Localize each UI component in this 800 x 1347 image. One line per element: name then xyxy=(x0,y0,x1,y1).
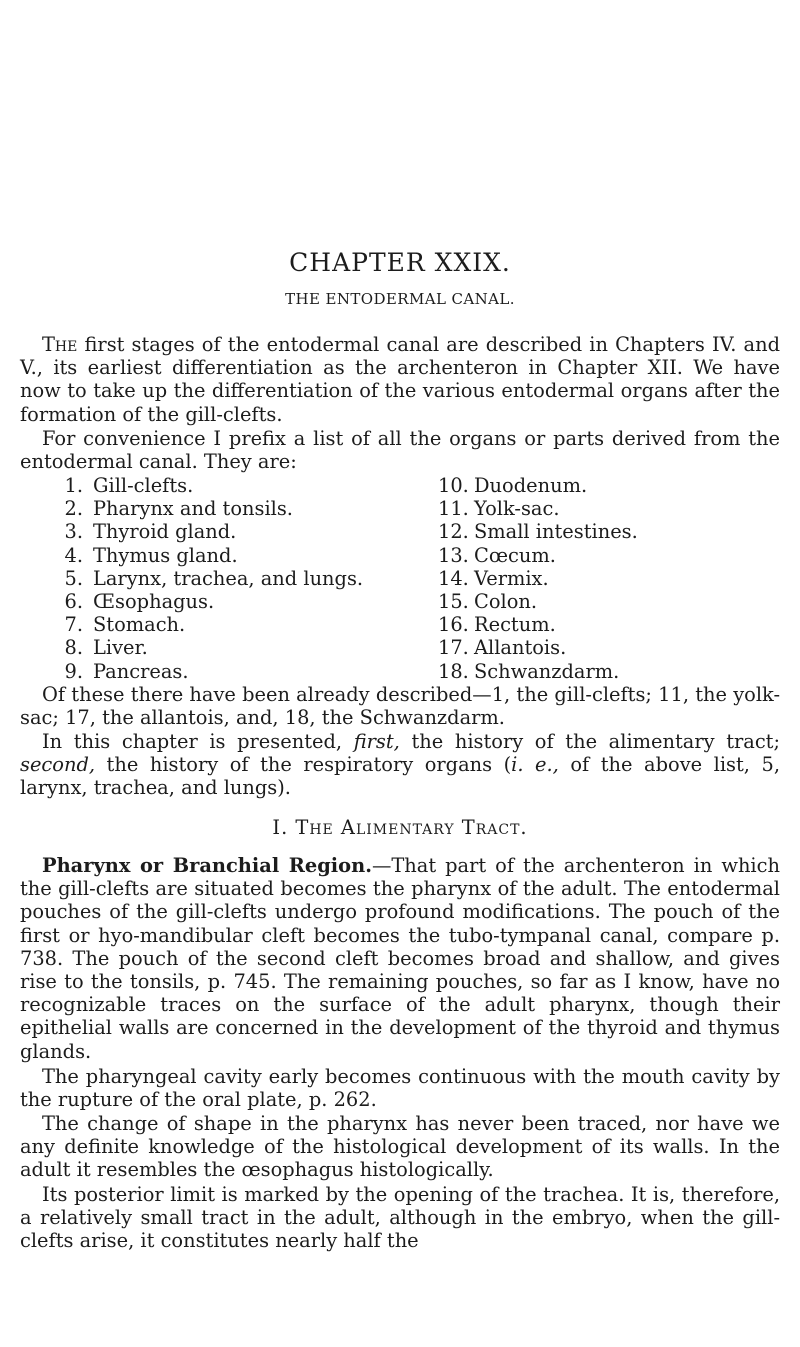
organ-list-right-column xyxy=(438,474,800,683)
list-item xyxy=(43,660,443,683)
list-item xyxy=(438,636,800,659)
chapter-plan-text: In this chapter is presented, xyxy=(42,730,354,753)
pharynx-lead-heading: Pharynx or Branchial Region. xyxy=(42,854,372,877)
list-item-number: 17. xyxy=(438,636,469,660)
list-item-name: Allantois. xyxy=(474,636,567,660)
list-item xyxy=(43,613,443,636)
list-item-name: Larynx, trachea, and lungs. xyxy=(93,566,364,590)
list-item-number: 2. xyxy=(64,497,83,521)
intro-first-word: The xyxy=(42,333,78,356)
list-item-name: Vermix. xyxy=(474,566,549,590)
list-item xyxy=(43,520,443,543)
list-item-number: 5. xyxy=(64,566,83,590)
chapter-plan-text: the history of the alimentary tract; xyxy=(399,730,781,753)
list-item-name: Schwanzdarm. xyxy=(474,659,620,683)
list-item xyxy=(438,497,800,520)
pharynx-paragraph xyxy=(20,854,780,1063)
list-item-number: 7. xyxy=(64,613,83,637)
list-item xyxy=(43,590,443,613)
list-item-number: 12. xyxy=(438,520,469,544)
list-item xyxy=(438,520,800,543)
list-item xyxy=(43,544,443,567)
list-item-number: 8. xyxy=(64,636,83,660)
list-item-number: 6. xyxy=(64,589,83,613)
list-item-name: Pancreas. xyxy=(93,659,189,683)
list-item-number: 13. xyxy=(438,543,469,567)
chapter-plan-text: of the above list, 5, larynx, trachea, and lungs). xyxy=(20,753,780,800)
list-item xyxy=(438,474,800,497)
list-item-name: Gill-clefts. xyxy=(93,474,194,497)
intro-paragraph-text: first stages of the entodermal canal are described in Chapters IV. and V., its earliest differentiation as the archenteron in Chapter XII. We have now to take up the differentiation of the various entodermal organs after the formation of the gill-clefts. xyxy=(20,333,780,426)
list-item-name: Œsophagus. xyxy=(93,589,215,613)
list-item-name: Yolk-sac. xyxy=(474,497,560,521)
organ-list-left-column xyxy=(43,474,443,683)
list-item xyxy=(43,636,443,659)
pharynx-paragraph-text: —That part of the archenteron in which the gill-clefts are situated becomes the pharynx of the adult. The entodermal pouches of the gill-clefts undergo profound modifications. The pouch of the first or hyo-mandibular cleft becomes the tubo-tympanal canal, compare p. 738. The pouch of the second cleft becomes broad and shallow, and gives rise to the tonsils, p. 745. The remaining pouches, so far as I know, have no recognizable traces on the surface of the adult pharynx, though their epithelial walls are concerned in the development of the thyroid and thymus glands. xyxy=(20,854,780,1063)
list-item xyxy=(438,613,800,636)
pharynx-shape-paragraph: The change of shape in the pharynx has never been traced, nor have we any definite knowledge of the histological development of its walls. In the adult it resembles the œsophagus histologically. xyxy=(20,1112,780,1182)
list-item-name: Thyroid gland. xyxy=(93,520,237,544)
list-item xyxy=(43,497,443,520)
list-item-name: Small intestines. xyxy=(474,520,638,544)
chapter-title: CHAPTER XXIX. xyxy=(289,248,511,277)
list-item xyxy=(43,474,443,497)
emphasis-first: first, xyxy=(353,730,400,753)
list-item xyxy=(438,660,800,683)
intro-paragraph xyxy=(20,333,780,426)
list-item-name: Pharynx and tonsils. xyxy=(93,497,293,521)
list-item-number: 10. xyxy=(438,474,469,497)
chapter-plan-text: the history of the respiratory organs ( xyxy=(95,753,512,777)
list-item xyxy=(438,590,800,613)
emphasis-second: second, xyxy=(20,753,96,777)
list-item xyxy=(438,544,800,567)
list-item xyxy=(43,567,443,590)
list-item-name: Liver. xyxy=(93,636,148,660)
list-item-name: Thymus gland. xyxy=(93,543,238,567)
list-item-number: 14. xyxy=(438,566,469,590)
chapter-subtitle: THE ENTODERMAL CANAL. xyxy=(285,290,515,308)
pharyngeal-cavity-paragraph: The pharyngeal cavity early becomes continuous with the mouth cavity by the rupture of the oral plate, p. 262. xyxy=(20,1065,780,1112)
section-heading-alimentary-tract: I. The Alimentary Tract. xyxy=(272,816,528,839)
list-item-number: 3. xyxy=(64,520,83,544)
list-item xyxy=(438,567,800,590)
list-item-number: 1. xyxy=(64,474,83,497)
list-item-name: Stomach. xyxy=(93,613,186,637)
list-intro-paragraph: For convenience I prefix a list of all the organs or parts derived from the entodermal canal. They are: xyxy=(20,427,780,474)
posterior-limit-paragraph: Its posterior limit is marked by the opening of the trachea. It is, therefore, a relatively small tract in the adult, although in the embryo, when the gill-clefts arise, it constitutes nearly half the xyxy=(20,1183,780,1253)
list-item-number: 18. xyxy=(438,659,469,683)
list-item-number: 11. xyxy=(438,497,469,521)
list-item-number: 4. xyxy=(64,543,83,567)
chapter-plan-paragraph xyxy=(20,730,780,800)
list-item-number: 9. xyxy=(64,659,83,683)
list-item-number: 16. xyxy=(438,613,469,637)
list-item-name: Duodenum. xyxy=(474,474,588,497)
list-item-name: Colon. xyxy=(474,589,538,613)
list-item-name: Cœcum. xyxy=(474,543,556,567)
already-described-paragraph: Of these there have been already described—1, the gill-clefts; 11, the yolk-sac; 17, the allantois, and, 18, the Schwanzdarm. xyxy=(20,683,780,730)
list-item-name: Rectum. xyxy=(474,613,556,637)
list-item-number: 15. xyxy=(438,589,469,613)
emphasis-ie: i. e., xyxy=(511,753,559,777)
